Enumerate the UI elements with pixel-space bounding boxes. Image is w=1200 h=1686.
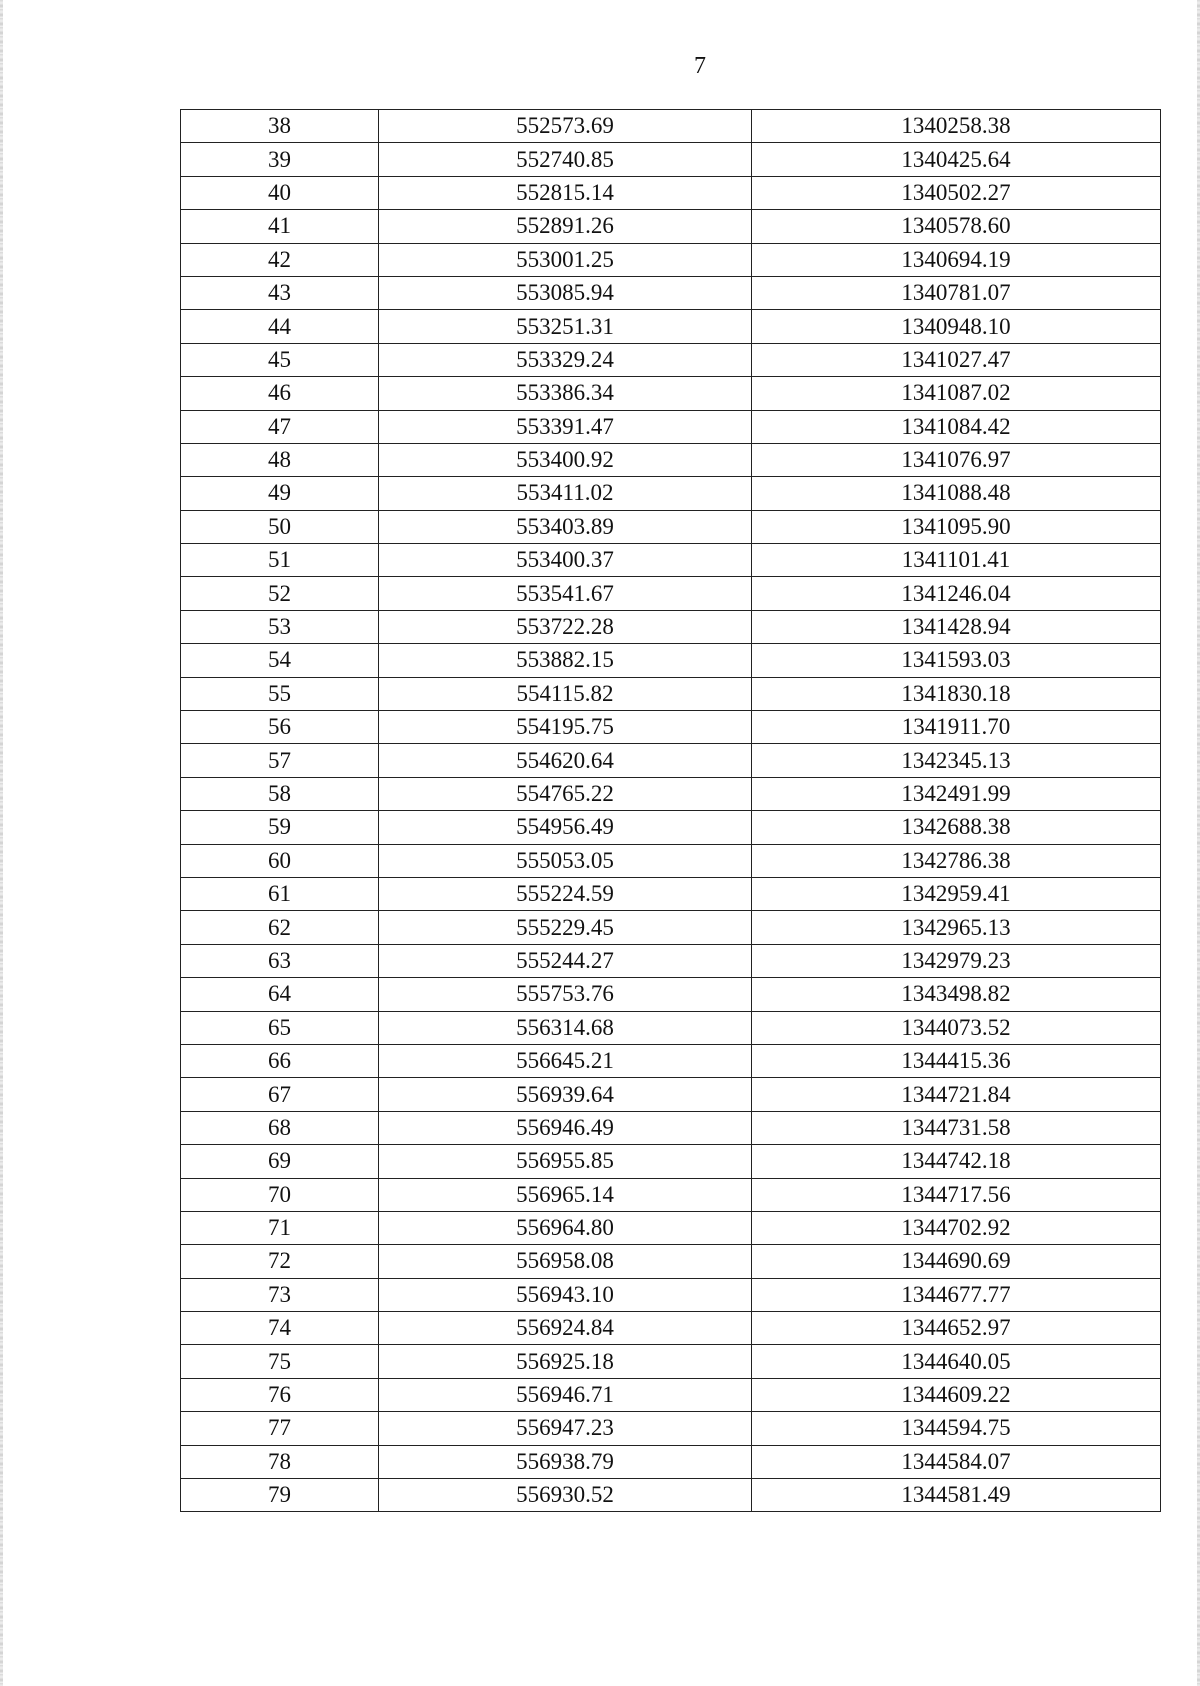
point-number-cell: 40 (181, 176, 379, 209)
y-coordinate-cell: 1342786.38 (752, 844, 1161, 877)
x-coordinate-cell: 555753.76 (379, 978, 752, 1011)
coordinates-table (180, 109, 1161, 1512)
x-coordinate-cell: 553251.31 (379, 310, 752, 343)
y-coordinate-cell: 1340781.07 (752, 276, 1161, 309)
x-coordinate-cell: 553882.15 (379, 644, 752, 677)
point-number-cell: 41 (181, 210, 379, 243)
x-coordinate-cell: 553541.67 (379, 577, 752, 610)
x-coordinate-cell: 553001.25 (379, 243, 752, 276)
table-row (181, 1479, 1161, 1512)
y-coordinate-cell: 1344742.18 (752, 1145, 1161, 1178)
y-coordinate-cell: 1341027.47 (752, 343, 1161, 376)
y-coordinate-cell: 1340502.27 (752, 176, 1161, 209)
table-row (181, 911, 1161, 944)
table-row (181, 1178, 1161, 1211)
table-row (181, 1044, 1161, 1077)
y-coordinate-cell: 1344717.56 (752, 1178, 1161, 1211)
y-coordinate-cell: 1344690.69 (752, 1245, 1161, 1278)
x-coordinate-cell: 554765.22 (379, 777, 752, 810)
x-coordinate-cell: 555224.59 (379, 877, 752, 910)
table-row (181, 1145, 1161, 1178)
x-coordinate-cell: 553403.89 (379, 510, 752, 543)
point-number-cell: 78 (181, 1445, 379, 1478)
point-number-cell: 71 (181, 1211, 379, 1244)
table-row (181, 443, 1161, 476)
table-row (181, 343, 1161, 376)
x-coordinate-cell: 554195.75 (379, 711, 752, 744)
y-coordinate-cell: 1340694.19 (752, 243, 1161, 276)
x-coordinate-cell: 556645.21 (379, 1044, 752, 1077)
point-number-cell: 62 (181, 911, 379, 944)
y-coordinate-cell: 1344731.58 (752, 1111, 1161, 1144)
table-row (181, 243, 1161, 276)
x-coordinate-cell: 556925.18 (379, 1345, 752, 1378)
x-coordinate-cell: 555229.45 (379, 911, 752, 944)
y-coordinate-cell: 1341101.41 (752, 544, 1161, 577)
y-coordinate-cell: 1344721.84 (752, 1078, 1161, 1111)
point-number-cell: 59 (181, 811, 379, 844)
point-number-cell: 48 (181, 443, 379, 476)
table-row (181, 477, 1161, 510)
point-number-cell: 68 (181, 1111, 379, 1144)
table-row (181, 610, 1161, 643)
table-row (181, 978, 1161, 1011)
x-coordinate-cell: 556938.79 (379, 1445, 752, 1478)
x-coordinate-cell: 556924.84 (379, 1312, 752, 1345)
y-coordinate-cell: 1340948.10 (752, 310, 1161, 343)
y-coordinate-cell: 1344415.36 (752, 1044, 1161, 1077)
point-number-cell: 70 (181, 1178, 379, 1211)
point-number-cell: 49 (181, 477, 379, 510)
point-number-cell: 66 (181, 1044, 379, 1077)
x-coordinate-cell: 552815.14 (379, 176, 752, 209)
x-coordinate-cell: 553085.94 (379, 276, 752, 309)
point-number-cell: 52 (181, 577, 379, 610)
table-row (181, 877, 1161, 910)
table-row (181, 410, 1161, 443)
point-number-cell: 44 (181, 310, 379, 343)
point-number-cell: 45 (181, 343, 379, 376)
point-number-cell: 67 (181, 1078, 379, 1111)
table-row (181, 644, 1161, 677)
x-coordinate-cell: 552573.69 (379, 110, 752, 143)
point-number-cell: 50 (181, 510, 379, 543)
x-coordinate-cell: 556943.10 (379, 1278, 752, 1311)
point-number-cell: 60 (181, 844, 379, 877)
table-row (181, 143, 1161, 176)
y-coordinate-cell: 1340578.60 (752, 210, 1161, 243)
table-row (181, 544, 1161, 577)
point-number-cell: 69 (181, 1145, 379, 1178)
page-number: 7 (694, 53, 706, 79)
y-coordinate-cell: 1341428.94 (752, 610, 1161, 643)
table-row (181, 677, 1161, 710)
y-coordinate-cell: 1341830.18 (752, 677, 1161, 710)
table-row (181, 944, 1161, 977)
table-row (181, 1312, 1161, 1345)
table-row (181, 1211, 1161, 1244)
y-coordinate-cell: 1342959.41 (752, 877, 1161, 910)
point-number-cell: 61 (181, 877, 379, 910)
point-number-cell: 65 (181, 1011, 379, 1044)
point-number-cell: 57 (181, 744, 379, 777)
x-coordinate-cell: 556947.23 (379, 1412, 752, 1445)
table-row (181, 1445, 1161, 1478)
x-coordinate-cell: 553400.92 (379, 443, 752, 476)
y-coordinate-cell: 1341911.70 (752, 711, 1161, 744)
table-row (181, 811, 1161, 844)
point-number-cell: 74 (181, 1312, 379, 1345)
y-coordinate-cell: 1341084.42 (752, 410, 1161, 443)
y-coordinate-cell: 1344594.75 (752, 1412, 1161, 1445)
point-number-cell: 72 (181, 1245, 379, 1278)
point-number-cell: 46 (181, 377, 379, 410)
table-row (181, 1245, 1161, 1278)
y-coordinate-cell: 1341593.03 (752, 644, 1161, 677)
coordinates-table-body (181, 110, 1161, 1512)
y-coordinate-cell: 1342491.99 (752, 777, 1161, 810)
x-coordinate-cell: 553411.02 (379, 477, 752, 510)
y-coordinate-cell: 1344584.07 (752, 1445, 1161, 1478)
x-coordinate-cell: 555053.05 (379, 844, 752, 877)
y-coordinate-cell: 1344581.49 (752, 1479, 1161, 1512)
x-coordinate-cell: 553722.28 (379, 610, 752, 643)
point-number-cell: 55 (181, 677, 379, 710)
x-coordinate-cell: 554956.49 (379, 811, 752, 844)
point-number-cell: 58 (181, 777, 379, 810)
point-number-cell: 73 (181, 1278, 379, 1311)
x-coordinate-cell: 556930.52 (379, 1479, 752, 1512)
y-coordinate-cell: 1344702.92 (752, 1211, 1161, 1244)
y-coordinate-cell: 1341095.90 (752, 510, 1161, 543)
y-coordinate-cell: 1344677.77 (752, 1278, 1161, 1311)
point-number-cell: 39 (181, 143, 379, 176)
y-coordinate-cell: 1340425.64 (752, 143, 1161, 176)
table-row (181, 1278, 1161, 1311)
x-coordinate-cell: 553391.47 (379, 410, 752, 443)
point-number-cell: 75 (181, 1345, 379, 1378)
y-coordinate-cell: 1342979.23 (752, 944, 1161, 977)
table-row (181, 1345, 1161, 1378)
table-row (181, 711, 1161, 744)
y-coordinate-cell: 1341088.48 (752, 477, 1161, 510)
x-coordinate-cell: 552891.26 (379, 210, 752, 243)
point-number-cell: 77 (181, 1412, 379, 1445)
table-row (181, 210, 1161, 243)
x-coordinate-cell: 552740.85 (379, 143, 752, 176)
table-row (181, 1378, 1161, 1411)
y-coordinate-cell: 1341076.97 (752, 443, 1161, 476)
y-coordinate-cell: 1342688.38 (752, 811, 1161, 844)
point-number-cell: 42 (181, 243, 379, 276)
x-coordinate-cell: 556955.85 (379, 1145, 752, 1178)
table-row (181, 744, 1161, 777)
table-row (181, 176, 1161, 209)
y-coordinate-cell: 1340258.38 (752, 110, 1161, 143)
table-row (181, 1111, 1161, 1144)
table-row (181, 510, 1161, 543)
x-coordinate-cell: 553329.24 (379, 343, 752, 376)
x-coordinate-cell: 553400.37 (379, 544, 752, 577)
table-row (181, 110, 1161, 143)
table-row (181, 310, 1161, 343)
scan-edge-left (0, 0, 3, 1686)
table-row (181, 844, 1161, 877)
y-coordinate-cell: 1342965.13 (752, 911, 1161, 944)
table-row (181, 377, 1161, 410)
x-coordinate-cell: 556939.64 (379, 1078, 752, 1111)
point-number-cell: 56 (181, 711, 379, 744)
y-coordinate-cell: 1341246.04 (752, 577, 1161, 610)
table-row (181, 1011, 1161, 1044)
point-number-cell: 38 (181, 110, 379, 143)
y-coordinate-cell: 1344640.05 (752, 1345, 1161, 1378)
y-coordinate-cell: 1342345.13 (752, 744, 1161, 777)
point-number-cell: 79 (181, 1479, 379, 1512)
x-coordinate-cell: 556965.14 (379, 1178, 752, 1211)
y-coordinate-cell: 1343498.82 (752, 978, 1161, 1011)
x-coordinate-cell: 553386.34 (379, 377, 752, 410)
table-row (181, 1412, 1161, 1445)
x-coordinate-cell: 556958.08 (379, 1245, 752, 1278)
table-row (181, 276, 1161, 309)
point-number-cell: 43 (181, 276, 379, 309)
x-coordinate-cell: 554620.64 (379, 744, 752, 777)
point-number-cell: 76 (181, 1378, 379, 1411)
x-coordinate-cell: 556314.68 (379, 1011, 752, 1044)
point-number-cell: 47 (181, 410, 379, 443)
x-coordinate-cell: 555244.27 (379, 944, 752, 977)
y-coordinate-cell: 1344652.97 (752, 1312, 1161, 1345)
y-coordinate-cell: 1344073.52 (752, 1011, 1161, 1044)
x-coordinate-cell: 556964.80 (379, 1211, 752, 1244)
point-number-cell: 64 (181, 978, 379, 1011)
x-coordinate-cell: 554115.82 (379, 677, 752, 710)
point-number-cell: 51 (181, 544, 379, 577)
point-number-cell: 53 (181, 610, 379, 643)
table-row (181, 777, 1161, 810)
table-row (181, 1078, 1161, 1111)
point-number-cell: 54 (181, 644, 379, 677)
y-coordinate-cell: 1344609.22 (752, 1378, 1161, 1411)
table-row (181, 577, 1161, 610)
point-number-cell: 63 (181, 944, 379, 977)
x-coordinate-cell: 556946.71 (379, 1378, 752, 1411)
x-coordinate-cell: 556946.49 (379, 1111, 752, 1144)
y-coordinate-cell: 1341087.02 (752, 377, 1161, 410)
